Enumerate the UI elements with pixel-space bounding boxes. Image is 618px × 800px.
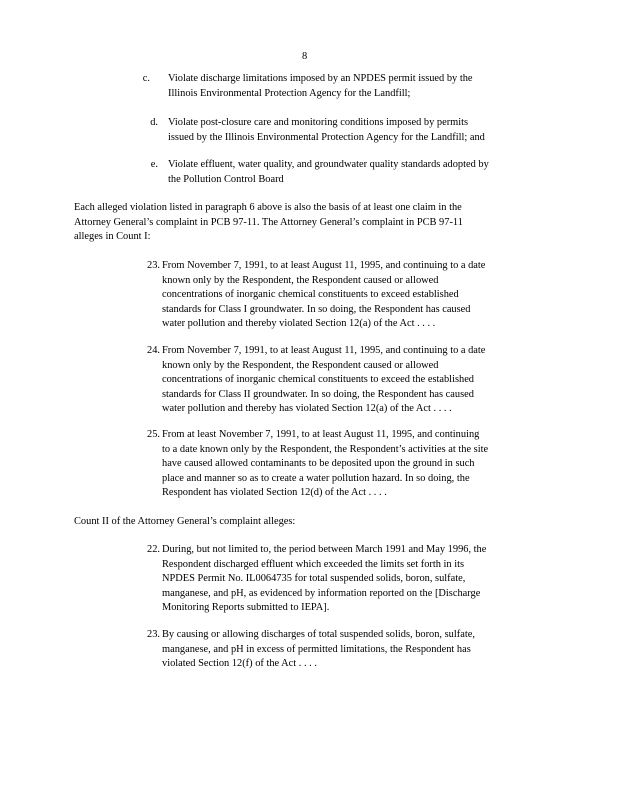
count1-item-24-text	[162, 344, 485, 417]
count1-item-line: to a date known only by the Respondent, the Respondent’s activities at the site	[162, 443, 489, 455]
count1-item-line: From November 7, 1991, to at least August 11, 1995, and continuing to a date	[162, 260, 486, 271]
count2-item-number: 23.	[147, 629, 160, 640]
item-e-line: the Pollution Control Board	[168, 173, 284, 185]
count2-item-23-text	[162, 628, 475, 672]
count1-item-23-text	[162, 259, 485, 332]
item-e-line: Violate effluent, water quality, and groundwater quality standards adopted by	[168, 159, 489, 170]
item-d-line: issued by the Illinois Environmental Protection Agency for the Landfill; and	[168, 131, 485, 143]
intro-line: Each alleged violation listed in paragraph 6 above is also the basis of at least one claim in the	[74, 202, 462, 213]
count1-item-line: concentrations of inorganic chemical constituents to exceed the established	[162, 374, 474, 385]
item-c-line: Illinois Environmental Protection Agency for the Landfill;	[168, 87, 411, 99]
count1-item-line: standards for Class II groundwater. In so doing, the Respondent has caused	[162, 388, 474, 400]
count1-item-line: water pollution and thereby violated Section 12(a) of the Act . . . .	[162, 318, 436, 329]
item-c-line: Violate discharge limitations imposed by an NPDES permit issued by the	[168, 73, 473, 84]
count1-item-25-text	[162, 428, 488, 501]
count2-item-line: Respondent discharged effluent which exceeded the limits set forth in its	[162, 558, 465, 570]
count2-item-line: violated Section 12(f) of the Act . . . .	[162, 658, 317, 669]
page-number: 8	[302, 51, 308, 62]
item-d-line: Violate post-closure care and monitoring conditions imposed by permits	[168, 117, 469, 128]
count1-item-line: From at least November 7, 1991, to at least August 11, 1995, and continuing	[162, 429, 480, 440]
count2-item-line: During, but not limited to, the period between March 1991 and May 1996, the	[162, 544, 487, 555]
count2-item-number: 22.	[147, 544, 160, 555]
count1-item-line: water pollution and thereby has violated Section 12(a) of the Act . . . .	[162, 403, 452, 414]
intro-line: alleges in Count I:	[74, 231, 151, 242]
item-label-e: e.	[150, 159, 158, 170]
count1-item-line: Respondent has violated Section 12(d) of the Act . . . .	[162, 487, 387, 498]
count1-item-line: place and manner so as to create a water pollution hazard. In so doing, the	[162, 472, 470, 484]
count2-item-line: NPDES Permit No. IL0064735 for total suspended solids, boron, sulfate,	[162, 573, 466, 584]
item-e-text	[168, 158, 489, 187]
item-d-text	[168, 116, 485, 145]
intro-line: Attorney General’s complaint in PCB 97-11. The Attorney General’s complaint in PCB 97-11	[74, 216, 463, 228]
count1-item-line: known only by the Respondent, the Respondent caused or allowed	[162, 274, 439, 286]
item-c-text	[168, 72, 473, 101]
item-label-c: c.	[142, 73, 150, 84]
count1-item-number: 23.	[147, 260, 160, 271]
count2-item-line: Monitoring Reports submitted to IEPA].	[162, 602, 330, 613]
intro-paragraph	[74, 201, 463, 245]
count1-item-line: concentrations of inorganic chemical constituents to exceed established	[162, 289, 459, 300]
count1-item-line: standards for Class I groundwater. In so doing, the Respondent has caused	[162, 303, 471, 315]
count2-item-line: By causing or allowing discharges of total suspended solids, boron, sulfate,	[162, 629, 475, 640]
count2-item-22-text	[162, 543, 486, 616]
count1-item-number: 25.	[147, 429, 160, 440]
count1-item-number: 24.	[147, 345, 160, 356]
count1-item-line: known only by the Respondent, the Respondent caused or allowed	[162, 359, 439, 371]
count2-intro: Count II of the Attorney General’s complaint alleges:	[74, 516, 296, 527]
count1-item-line: have caused allowed contaminants to be deposited upon the ground in such	[162, 458, 475, 469]
item-label-d: d.	[150, 117, 158, 128]
count2-item-line: manganese, and pH in excess of permitted limitations, the Respondent has	[162, 643, 471, 655]
count2-item-line: manganese, and pH, as evidenced by information reported on the [Discharge	[162, 587, 481, 599]
count1-item-line: From November 7, 1991, to at least August 11, 1995, and continuing to a date	[162, 345, 486, 356]
